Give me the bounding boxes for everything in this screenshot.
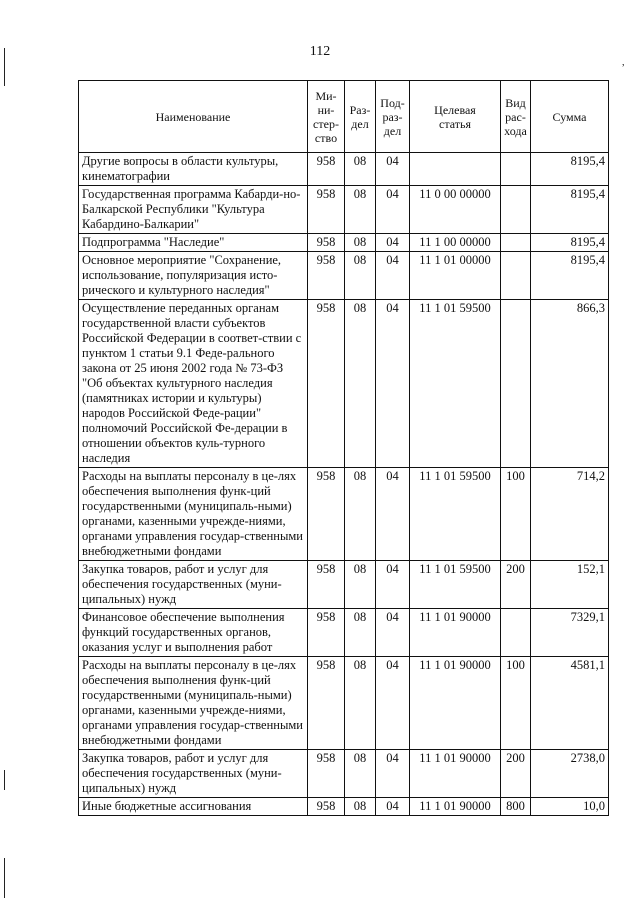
cell-ministry: 958 <box>308 468 345 561</box>
cell-expense-type <box>501 252 531 300</box>
cell-amount: 8195,4 <box>531 153 609 186</box>
cell-ministry: 958 <box>308 234 345 252</box>
cell-subsection: 04 <box>376 609 410 657</box>
cell-section: 08 <box>345 153 376 186</box>
cell-target-article: 11 0 00 00000 <box>410 186 501 234</box>
cell-name: Расходы на выплаты персоналу в це-лях обеспечения выполнения функ-ций государственными (муниципаль-ными) органами, казенными учрежде-ниями, органами управления государ-ственными внебюджетными фондами <box>79 657 308 750</box>
cell-amount: 7329,1 <box>531 609 609 657</box>
cell-amount: 714,2 <box>531 468 609 561</box>
cell-name: Иные бюджетные ассигнования <box>79 798 308 816</box>
cell-subsection: 04 <box>376 657 410 750</box>
cell-amount: 8195,4 <box>531 234 609 252</box>
cell-name: Осуществление переданных органам государственной власти субъектов Российской Федерации в соответ-ствии с пунктом 1 статьи 9.1 Феде-рального закона от 25 июня 2002 года № 73-ФЗ "Об объектах культурного наследия (памятниках истории и культуры) народов Российской Феде-рации" полномочий Российской Фе-дерации в отношении объектов куль-турного наследия <box>79 300 308 468</box>
table-row <box>79 561 609 609</box>
cell-target-article: 11 1 01 59500 <box>410 561 501 609</box>
cell-target-article <box>410 153 501 186</box>
cell-target-article: 11 1 00 00000 <box>410 234 501 252</box>
cell-expense-type <box>501 186 531 234</box>
scan-edge-mark <box>4 48 5 86</box>
cell-target-article: 11 1 01 90000 <box>410 750 501 798</box>
cell-section: 08 <box>345 252 376 300</box>
cell-name: Расходы на выплаты персоналу в це-лях обеспечения выполнения функ-ций государственными (муниципаль-ными) органами, казенными учрежде-ниями, органами управления государ-ственными внебюджетными фондами <box>79 468 308 561</box>
cell-expense-type <box>501 234 531 252</box>
cell-ministry: 958 <box>308 300 345 468</box>
cell-expense-type: 200 <box>501 561 531 609</box>
col-header-section: Раз- дел <box>345 81 376 153</box>
cell-target-article: 11 1 01 00000 <box>410 252 501 300</box>
col-header-target-article: Целевая статья <box>410 81 501 153</box>
cell-expense-type: 800 <box>501 798 531 816</box>
cell-section: 08 <box>345 609 376 657</box>
cell-ministry: 958 <box>308 657 345 750</box>
table-row <box>79 798 609 816</box>
cell-amount: 8195,4 <box>531 252 609 300</box>
scan-edge-mark <box>4 770 5 790</box>
cell-name: Государственная программа Кабарди-но-Балкарской Республики "Культура Кабардино-Балкарии" <box>79 186 308 234</box>
col-header-expense-type: Вид рас- хода <box>501 81 531 153</box>
cell-expense-type: 100 <box>501 468 531 561</box>
table-row <box>79 468 609 561</box>
scan-mark: , <box>622 57 625 68</box>
table-row <box>79 609 609 657</box>
cell-ministry: 958 <box>308 153 345 186</box>
cell-amount: 866,3 <box>531 300 609 468</box>
cell-subsection: 04 <box>376 300 410 468</box>
cell-target-article: 11 1 01 59500 <box>410 468 501 561</box>
cell-expense-type <box>501 153 531 186</box>
cell-name: Закупка товаров, работ и услуг для обеспечения государственных (муни-ципальных) нужд <box>79 750 308 798</box>
cell-ministry: 958 <box>308 252 345 300</box>
cell-target-article: 11 1 01 90000 <box>410 657 501 750</box>
cell-subsection: 04 <box>376 153 410 186</box>
col-header-amount: Сумма <box>531 81 609 153</box>
cell-section: 08 <box>345 657 376 750</box>
col-header-subsection: Под- раз- дел <box>376 81 410 153</box>
cell-name: Финансовое обеспечение выполнения функций государственных органов, оказания услуг и выполнения работ <box>79 609 308 657</box>
table-row <box>79 252 609 300</box>
table-row <box>79 234 609 252</box>
col-header-name: Наименование <box>79 81 308 153</box>
cell-subsection: 04 <box>376 468 410 561</box>
scan-edge-mark <box>4 858 5 898</box>
col-header-ministry: Ми- ни- стер- ство <box>308 81 345 153</box>
cell-subsection: 04 <box>376 186 410 234</box>
cell-name: Другие вопросы в области культуры, кинематографии <box>79 153 308 186</box>
cell-amount: 2738,0 <box>531 750 609 798</box>
cell-expense-type <box>501 300 531 468</box>
cell-target-article: 11 1 01 90000 <box>410 798 501 816</box>
table-row <box>79 657 609 750</box>
table-header-row <box>79 81 609 153</box>
cell-target-article: 11 1 01 59500 <box>410 300 501 468</box>
cell-expense-type: 200 <box>501 750 531 798</box>
cell-expense-type: 100 <box>501 657 531 750</box>
cell-ministry: 958 <box>308 798 345 816</box>
cell-amount: 4581,1 <box>531 657 609 750</box>
cell-ministry: 958 <box>308 609 345 657</box>
cell-expense-type <box>501 609 531 657</box>
cell-name: Основное мероприятие "Сохранение, использование, популяризация исто-рического и культурного наследия" <box>79 252 308 300</box>
cell-amount: 10,0 <box>531 798 609 816</box>
cell-ministry: 958 <box>308 186 345 234</box>
cell-section: 08 <box>345 234 376 252</box>
cell-subsection: 04 <box>376 234 410 252</box>
cell-section: 08 <box>345 186 376 234</box>
cell-section: 08 <box>345 561 376 609</box>
page-number: 112 <box>309 44 331 59</box>
cell-subsection: 04 <box>376 798 410 816</box>
cell-subsection: 04 <box>376 252 410 300</box>
cell-subsection: 04 <box>376 750 410 798</box>
table-row <box>79 750 609 798</box>
cell-name: Закупка товаров, работ и услуг для обеспечения государственных (муни-ципальных) нужд <box>79 561 308 609</box>
cell-section: 08 <box>345 750 376 798</box>
cell-section: 08 <box>345 798 376 816</box>
cell-section: 08 <box>345 468 376 561</box>
cell-ministry: 958 <box>308 561 345 609</box>
table-row <box>79 300 609 468</box>
cell-ministry: 958 <box>308 750 345 798</box>
cell-name: Подпрограмма "Наследие" <box>79 234 308 252</box>
table-row <box>79 153 609 186</box>
table-row <box>79 186 609 234</box>
cell-amount: 152,1 <box>531 561 609 609</box>
cell-subsection: 04 <box>376 561 410 609</box>
cell-target-article: 11 1 01 90000 <box>410 609 501 657</box>
cell-amount: 8195,4 <box>531 186 609 234</box>
cell-section: 08 <box>345 300 376 468</box>
budget-table <box>78 80 609 816</box>
